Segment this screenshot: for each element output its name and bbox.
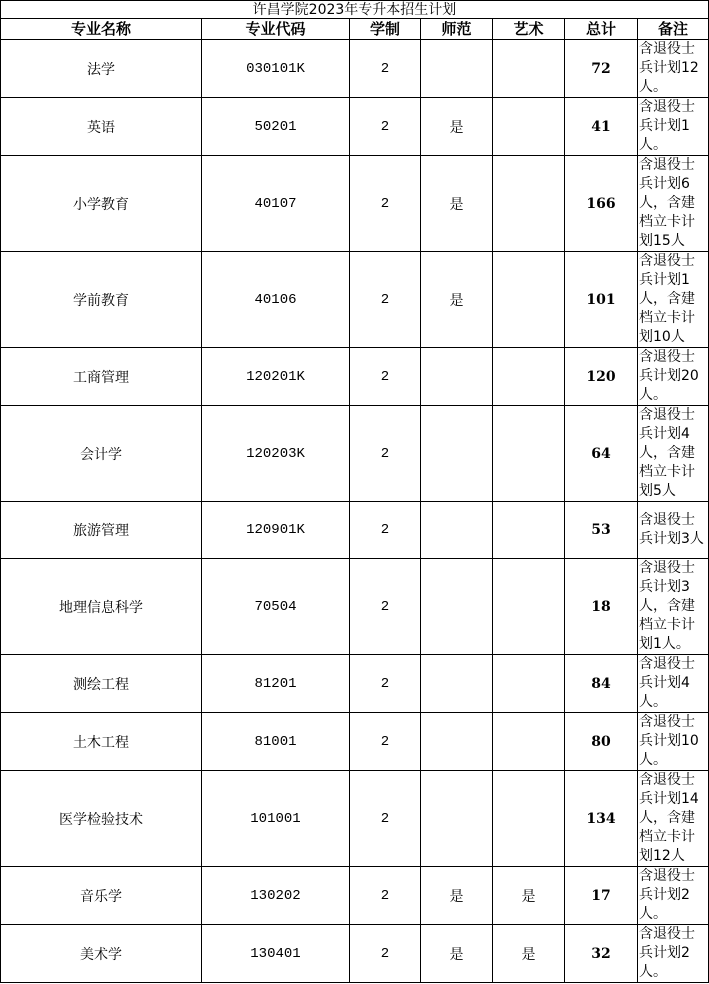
header-art: 艺术 bbox=[493, 19, 565, 40]
cell-years: 2 bbox=[350, 925, 421, 983]
cell-remark bbox=[638, 348, 709, 406]
cell-years: 2 bbox=[350, 348, 421, 406]
cell-art bbox=[493, 40, 565, 98]
cell-remark bbox=[638, 98, 709, 156]
cell-major-code: 81001 bbox=[202, 713, 350, 771]
cell-remark bbox=[638, 406, 709, 502]
table-row bbox=[1, 925, 709, 983]
cell-years: 2 bbox=[350, 867, 421, 925]
cell-major-name: 法学 bbox=[1, 40, 202, 98]
cell-total: 80 bbox=[565, 713, 638, 771]
cell-years: 2 bbox=[350, 406, 421, 502]
cell-major-code: 50201 bbox=[202, 98, 350, 156]
cell-years: 2 bbox=[350, 98, 421, 156]
cell-remark bbox=[638, 655, 709, 713]
cell-major-name: 旅游管理 bbox=[1, 502, 202, 559]
cell-major-name: 小学教育 bbox=[1, 156, 202, 252]
remark-text: 含退役士兵计划3人，含建档立卡计划1人。 bbox=[639, 560, 695, 652]
header-remark: 备注 bbox=[638, 19, 709, 40]
cell-art bbox=[493, 502, 565, 559]
cell-normal: 是 bbox=[421, 925, 493, 983]
cell-total: 32 bbox=[565, 925, 638, 983]
remark-text: 含退役士兵计划10人。 bbox=[639, 714, 699, 768]
cell-art bbox=[493, 559, 565, 655]
cell-normal bbox=[421, 502, 493, 559]
cell-years: 2 bbox=[350, 502, 421, 559]
cell-total: 134 bbox=[565, 771, 638, 867]
cell-years: 2 bbox=[350, 156, 421, 252]
cell-major-name: 美术学 bbox=[1, 925, 202, 983]
header-years: 学制 bbox=[350, 19, 421, 40]
cell-art bbox=[493, 406, 565, 502]
cell-major-name: 工商管理 bbox=[1, 348, 202, 406]
remark-text: 含退役士兵计划4人，含建档立卡计划5人 bbox=[639, 407, 695, 499]
cell-remark bbox=[638, 156, 709, 252]
cell-normal bbox=[421, 40, 493, 98]
cell-major-code: 101001 bbox=[202, 771, 350, 867]
cell-remark bbox=[638, 713, 709, 771]
remark-text: 含退役士兵计划1人。 bbox=[639, 99, 695, 153]
cell-major-code: 70504 bbox=[202, 559, 350, 655]
table-row bbox=[1, 252, 709, 348]
cell-major-name: 地理信息科学 bbox=[1, 559, 202, 655]
cell-total: 64 bbox=[565, 406, 638, 502]
cell-years: 2 bbox=[350, 771, 421, 867]
cell-remark bbox=[638, 867, 709, 925]
table-row bbox=[1, 156, 709, 252]
cell-art: 是 bbox=[493, 867, 565, 925]
cell-major-code: 120203K bbox=[202, 406, 350, 502]
remark-text: 含退役士兵计划3人 bbox=[639, 512, 704, 547]
cell-major-code: 40107 bbox=[202, 156, 350, 252]
header-total: 总计 bbox=[565, 19, 638, 40]
table-row bbox=[1, 406, 709, 502]
cell-major-name: 学前教育 bbox=[1, 252, 202, 348]
table-row bbox=[1, 867, 709, 925]
cell-art bbox=[493, 348, 565, 406]
remark-text: 含退役士兵计划4人。 bbox=[639, 656, 695, 710]
remark-text: 含退役士兵计划14人，含建档立卡计划12人 bbox=[639, 772, 699, 864]
cell-art bbox=[493, 771, 565, 867]
cell-remark bbox=[638, 252, 709, 348]
cell-total: 41 bbox=[565, 98, 638, 156]
table-title: 许昌学院2023年专升本招生计划 bbox=[1, 1, 709, 19]
table-row bbox=[1, 98, 709, 156]
cell-normal bbox=[421, 713, 493, 771]
cell-total: 166 bbox=[565, 156, 638, 252]
table-row bbox=[1, 713, 709, 771]
cell-art bbox=[493, 713, 565, 771]
cell-art bbox=[493, 655, 565, 713]
cell-normal bbox=[421, 655, 493, 713]
cell-major-name: 测绘工程 bbox=[1, 655, 202, 713]
cell-major-code: 030101K bbox=[202, 40, 350, 98]
cell-major-code: 130401 bbox=[202, 925, 350, 983]
cell-total: 101 bbox=[565, 252, 638, 348]
header-name: 专业名称 bbox=[1, 19, 202, 40]
cell-art bbox=[493, 156, 565, 252]
header-normal: 师范 bbox=[421, 19, 493, 40]
cell-years: 2 bbox=[350, 713, 421, 771]
cell-remark bbox=[638, 925, 709, 983]
cell-art: 是 bbox=[493, 925, 565, 983]
table-row bbox=[1, 655, 709, 713]
cell-total: 84 bbox=[565, 655, 638, 713]
remark-text: 含退役士兵计划12人。 bbox=[639, 41, 699, 95]
header-code: 专业代码 bbox=[202, 19, 350, 40]
cell-normal bbox=[421, 771, 493, 867]
cell-total: 17 bbox=[565, 867, 638, 925]
table-row bbox=[1, 771, 709, 867]
cell-total: 53 bbox=[565, 502, 638, 559]
cell-remark bbox=[638, 559, 709, 655]
cell-normal bbox=[421, 559, 493, 655]
cell-major-name: 医学检验技术 bbox=[1, 771, 202, 867]
cell-total: 120 bbox=[565, 348, 638, 406]
remark-text: 含退役士兵计划6人，含建档立卡计划15人 bbox=[639, 157, 695, 249]
cell-normal bbox=[421, 406, 493, 502]
remark-text: 含退役士兵计划2人。 bbox=[639, 926, 695, 980]
cell-normal: 是 bbox=[421, 252, 493, 348]
cell-normal: 是 bbox=[421, 867, 493, 925]
header-row bbox=[1, 19, 709, 40]
cell-major-code: 120201K bbox=[202, 348, 350, 406]
cell-normal: 是 bbox=[421, 156, 493, 252]
cell-years: 2 bbox=[350, 559, 421, 655]
remark-text: 含退役士兵计划2人。 bbox=[639, 868, 695, 922]
table-row bbox=[1, 348, 709, 406]
cell-art bbox=[493, 98, 565, 156]
cell-major-code: 40106 bbox=[202, 252, 350, 348]
cell-art bbox=[493, 252, 565, 348]
cell-remark bbox=[638, 502, 709, 559]
cell-major-name: 土木工程 bbox=[1, 713, 202, 771]
cell-years: 2 bbox=[350, 252, 421, 348]
cell-major-name: 音乐学 bbox=[1, 867, 202, 925]
cell-total: 72 bbox=[565, 40, 638, 98]
cell-major-code: 120901K bbox=[202, 502, 350, 559]
cell-major-name: 会计学 bbox=[1, 406, 202, 502]
cell-major-name: 英语 bbox=[1, 98, 202, 156]
cell-normal bbox=[421, 348, 493, 406]
cell-major-code: 130202 bbox=[202, 867, 350, 925]
table-row bbox=[1, 502, 709, 559]
cell-years: 2 bbox=[350, 655, 421, 713]
cell-remark bbox=[638, 40, 709, 98]
remark-text: 含退役士兵计划20人。 bbox=[639, 349, 699, 403]
table-row bbox=[1, 559, 709, 655]
cell-major-code: 81201 bbox=[202, 655, 350, 713]
table-row bbox=[1, 40, 709, 98]
remark-text: 含退役士兵计划1人，含建档立卡计划10人 bbox=[639, 253, 695, 345]
cell-years: 2 bbox=[350, 40, 421, 98]
cell-total: 18 bbox=[565, 559, 638, 655]
cell-remark bbox=[638, 771, 709, 867]
cell-normal: 是 bbox=[421, 98, 493, 156]
